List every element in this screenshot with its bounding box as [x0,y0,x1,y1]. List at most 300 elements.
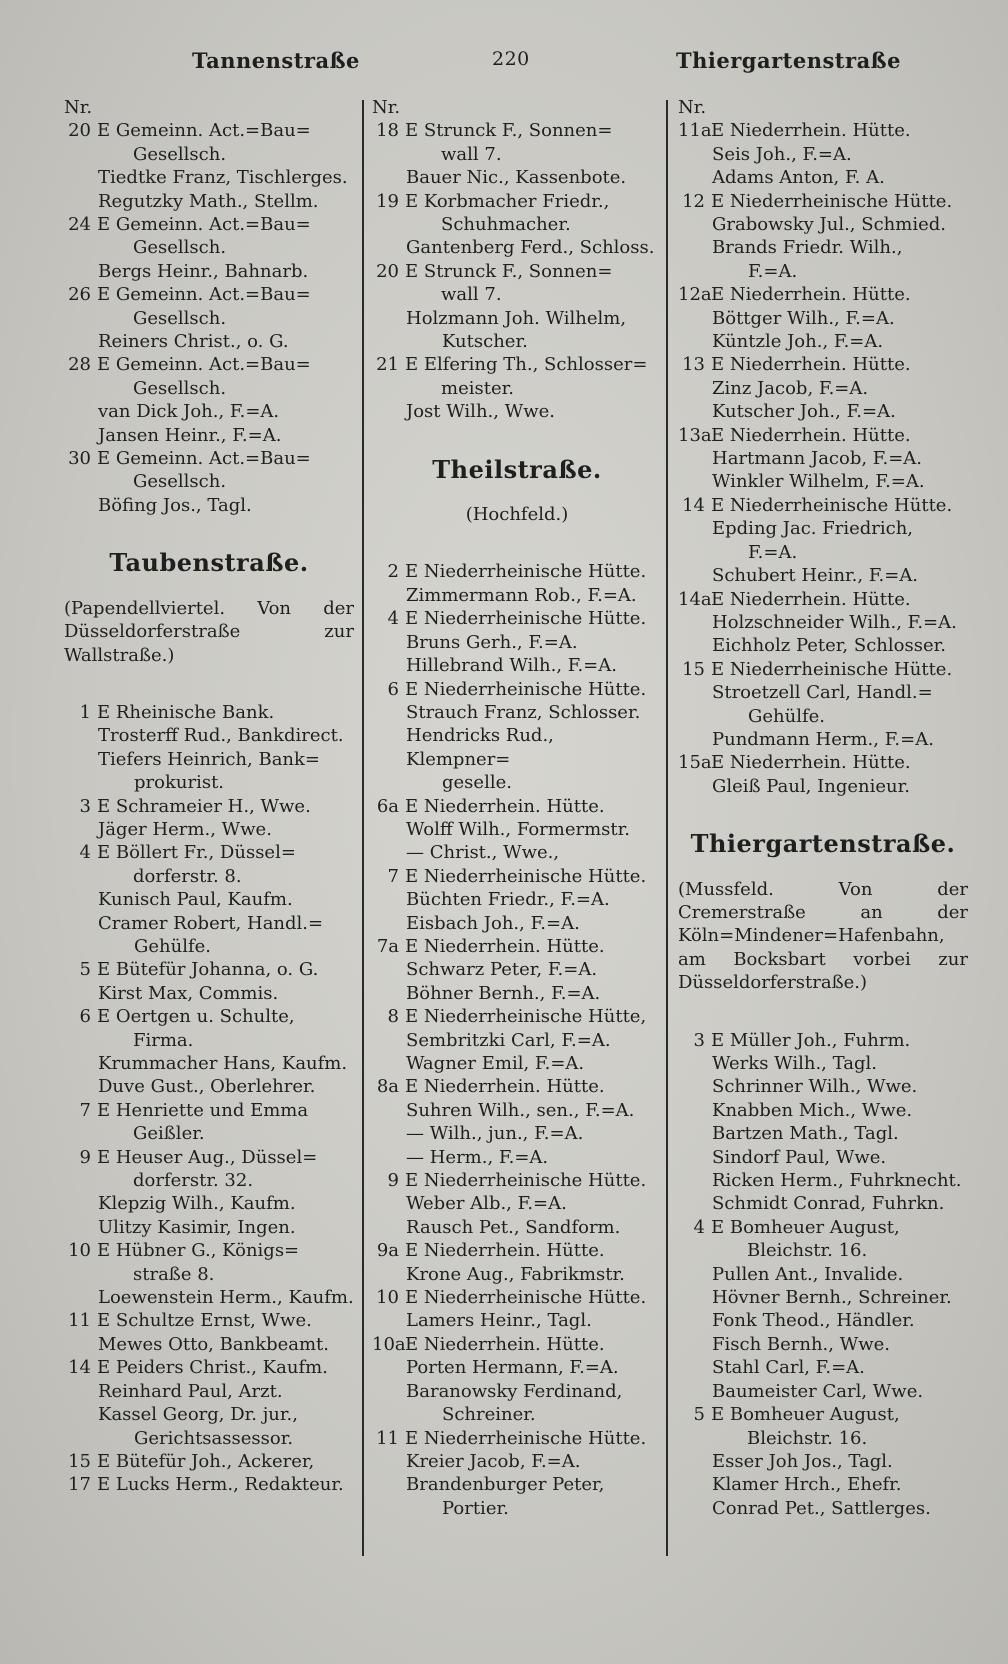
resident-line: Küntzle Joh., F.=A. [712,331,884,353]
resident-line: Schubert Heinr., F.=A. [712,565,919,587]
house-number: 20 [376,260,399,282]
house-entry [64,447,354,494]
owner-line [405,1427,662,1450]
resident-line: Loewenstein Herm., Kaufm. [98,1287,354,1309]
resident-line: — Herm., F.=A. [406,1146,549,1168]
owner-continuation: Gesellsch. [133,471,227,493]
column-divider [362,100,364,1556]
house-entry [64,283,354,330]
owner-text: E Bütefür Johanna, o. G. [97,959,319,981]
owner-continuation: Gesellsch. [133,237,227,259]
nr-label: Nr. [64,97,93,118]
owner-text: E Niederrheinische Hütte. [405,1427,647,1449]
resident-line: Böttger Wilh., F.=A. [712,307,895,329]
owner-line [711,353,968,376]
owner-text: E Hübner G., Königs= [97,1240,300,1262]
resident-line: Gleiß Paul, Ingenieur. [712,775,910,797]
resident-line: Böfing Jos., Tagl. [98,494,252,516]
owner-text: E Niederrheinische Hütte. [405,1287,647,1309]
resident-line: Krummacher Hans, Kaufm. [98,1053,348,1075]
resident-line: Kutscher Joh., F.=A. [712,401,896,423]
resident-line: Tiedtke Franz, Tischlerges. [98,167,348,189]
house-entry [678,494,968,517]
house-entry [64,1005,354,1052]
owner-text: E Schultze Ernst, Wwe. [97,1310,312,1332]
resident-line: Cramer Robert, Handl.= [98,912,324,934]
owner-text: E Niederrhein. Hütte. [711,354,911,376]
house-number: 9 [387,1170,399,1192]
owner-text: E Strunck F., Sonnen= [405,120,613,142]
owner-continuation: Gesellsch. [133,143,227,165]
resident-line: Reiners Christ., o. G. [98,331,289,353]
house-entry [372,353,662,400]
owner-text: E Strunck F., Sonnen= [405,260,613,282]
house-number: 24 [68,214,91,236]
resident-line: Holzschneider Wilh., F.=A. [712,611,957,633]
owner-text: E Müller Joh., Fuhrm. [711,1029,911,1051]
owner-line [711,494,968,517]
owner-line [405,260,662,307]
owner-line [405,678,662,701]
owner-text: E Lucks Herm., Redakteur. [97,1474,344,1496]
resident-line: Adams Anton, F. A. [712,167,885,189]
owner-text: E Niederrhein. Hütte. [711,752,911,774]
owner-line [711,1029,968,1052]
resident-line: Werks Wilh., Tagl. [712,1053,877,1075]
house-number: 21 [376,354,399,376]
resident-line: Zinz Jacob, F.=A. [712,377,869,399]
house-number: 9a [376,1240,399,1262]
resident-line: Ulitzy Kasimir, Ingen. [98,1216,296,1238]
resident-line: Sembritzki Carl, F.=A. [406,1029,611,1051]
resident-line: Duve Gust., Oberlehrer. [98,1076,316,1098]
house-number: 13 [682,354,705,376]
house-entry [372,1075,662,1098]
street-subtitle: (Hochfeld.) [465,504,569,526]
house-entry [372,865,662,888]
resident-line: Suhren Wilh., sen., F.=A. [406,1099,635,1121]
resident-line: Krone Aug., Fabrikmstr. [406,1263,625,1285]
house-entry [678,283,968,306]
resident-line: Stahl Carl, F.=A. [712,1357,865,1379]
resident-line: Jost Wilh., Wwe. [406,401,555,423]
house-number: 7a [376,935,399,957]
resident-line: Ricken Herm., Fuhrknecht. [712,1170,962,1192]
owner-continuation: Gesellsch. [133,377,227,399]
resident-line: Eisbach Joh., F.=A. [406,912,580,934]
owner-line [97,119,354,166]
owner-line [97,1309,354,1332]
resident-line: Knabben Mich., Wwe. [712,1099,913,1121]
house-number: 2 [387,561,399,583]
resident-continuation: Gehülfe. [134,935,212,957]
house-number: 3 [693,1029,705,1051]
owner-line [405,560,662,583]
house-entry [678,190,968,213]
entries-block [678,1029,968,1521]
resident-line: Zimmermann Rob., F.=A. [406,584,637,606]
owner-line [97,701,354,724]
entries-block [64,119,354,517]
house-entry [64,841,354,888]
resident-line: Pullen Ant., Invalide. [712,1263,904,1285]
column-divider [666,100,668,1556]
house-entry [372,260,662,307]
resident-line: Brands Friedr. Wilh., [712,237,903,259]
house-entry [64,1146,354,1193]
resident-line: Hövner Bernh., Schreiner. [712,1287,952,1309]
house-entry [64,701,354,724]
house-entry [372,1005,662,1028]
nr-label: Nr. [372,97,401,118]
house-entry [64,1239,354,1286]
resident-line: Trosterff Rud., Bankdirect. [98,725,344,747]
owner-text: E Schrameier H., Wwe. [97,795,311,817]
house-entry [372,607,662,630]
owner-text: E Bomheuer August, [711,1404,900,1426]
house-entry [678,588,968,611]
column-1 [64,96,354,1497]
house-number: 5 [693,1404,705,1426]
resident-line: Wagner Emil, F.=A. [406,1053,585,1075]
owner-continuation: Geißler. [133,1123,205,1145]
house-number: 1 [79,701,91,723]
resident-line: Eichholz Peter, Schlosser. [712,635,946,657]
owner-line [405,1169,662,1192]
resident-line: Hartmann Jacob, F.=A. [712,448,923,470]
owner-text: E Niederrheinische Hütte. [405,608,647,630]
house-entry [64,1099,354,1146]
owner-text: E Niederrhein. Hütte. [405,935,605,957]
house-number: 14 [682,494,705,516]
owner-continuation: wall 7. [441,143,502,165]
resident-line: Bergs Heinr., Bahnarb. [98,260,309,282]
owner-text: E Niederrhein. Hütte. [711,424,911,446]
owner-line [97,958,354,981]
house-number: 10 [376,1287,399,1309]
entries-block [64,701,354,1497]
resident-line: Kreier Jacob, F.=A. [406,1450,581,1472]
house-number: 9 [79,1146,91,1168]
house-entry [64,353,354,400]
resident-continuation: prokurist. [134,772,225,794]
house-number: 12 [682,190,705,212]
resident-line: Holzmann Joh. Wilhelm, [406,307,627,329]
column-2 [372,96,662,1520]
owner-line [711,119,968,142]
street-description: (Papendellviertel. Von der Düsseldorferstraße zur Wallstraße.) [64,597,354,666]
house-entry [372,1239,662,1262]
owner-line [711,1216,968,1263]
owner-continuation: straße 8. [133,1263,215,1285]
owner-text: E Böllert Fr., Düssel= [97,842,296,864]
house-number: 10 [68,1240,91,1262]
resident-continuation: geselle. [442,772,512,794]
house-entry [678,1403,968,1450]
owner-text: E Niederrhein. Hütte. [711,588,911,610]
entries-block [372,119,662,423]
resident-line: Baranowsky Ferdinand, [406,1380,623,1402]
house-entry [372,1427,662,1450]
owner-continuation: Gesellsch. [133,307,227,329]
resident-line: Fisch Bernh., Wwe. [712,1333,890,1355]
resident-continuation: F.=A. [748,541,798,563]
street-heading: Thiergartenstraße. [690,829,956,859]
entries-block [678,119,968,798]
resident-line: Bruns Gerh., F.=A. [406,631,578,653]
house-entry [372,1333,662,1356]
owner-text: E Niederrheinische Hütte. [711,190,953,212]
resident-line: Tiefers Heinrich, Bank= [98,748,321,770]
owner-text: E Peiders Christ., Kaufm. [97,1357,328,1379]
owner-line [405,190,662,237]
resident-line: Hendricks Rud., Klempner= [406,725,554,770]
house-number: 11a [678,120,712,142]
resident-line: — Christ., Wwe., [406,842,560,864]
resident-continuation: F.=A. [748,260,798,282]
resident-line: Wolff Wilh., Formermstr. [406,818,630,840]
owner-line [405,1286,662,1309]
owner-continuation: Schuhmacher. [441,214,571,236]
house-number: 30 [68,448,91,470]
house-number: 7 [387,865,399,887]
resident-continuation: Portier. [442,1497,509,1519]
street-heading: Taubenstraße. [109,548,309,578]
owner-text: E Niederrhein. Hütte. [711,120,911,142]
resident-continuation: Kutscher. [442,331,528,353]
owner-line [97,1099,354,1146]
owner-line [711,658,968,681]
owner-line [405,353,662,400]
owner-line [97,353,354,400]
house-entry [372,678,662,701]
house-number: 11 [68,1310,91,1332]
resident-line: Hillebrand Wilh., F.=A. [406,655,617,677]
resident-line: Regutzky Math., Stellm. [98,190,319,212]
resident-line: Büchten Friedr., F.=A. [406,889,610,911]
owner-line [97,1146,354,1193]
house-number: 13a [678,424,712,446]
house-number: 11 [376,1427,399,1449]
owner-text: E Elfering Th., Schlosser= [405,354,648,376]
resident-line: Brandenburger Peter, [406,1474,605,1496]
house-entry [678,658,968,681]
resident-line: Grabowsky Jul., Schmied. [712,214,946,236]
resident-line: Lamers Heinr., Tagl. [406,1310,592,1332]
owner-text: E Niederrhein. Hütte. [405,1333,605,1355]
house-number: 6a [376,795,399,817]
house-entry [678,1216,968,1263]
house-number: 7 [79,1099,91,1121]
owner-text: E Gemeinn. Act.=Bau= [97,120,311,142]
owner-text: E Niederrheinische Hütte, [405,1006,647,1028]
house-number: 4 [79,842,91,864]
house-number: 18 [376,120,399,142]
resident-line: Porten Hermann, F.=A. [406,1357,619,1379]
owner-text: E Gemeinn. Act.=Bau= [97,354,311,376]
owner-text: E Niederrheinische Hütte. [711,494,953,516]
owner-line [405,1239,662,1262]
house-number: 17 [68,1474,91,1496]
owner-line [711,1403,968,1450]
house-entry [372,190,662,237]
house-entry [678,1029,968,1052]
owner-text: E Korbmacher Friedr., [405,190,610,212]
house-number: 26 [68,284,91,306]
resident-continuation: Gerichtsassessor. [134,1427,294,1449]
owner-continuation: Bleichstr. 16. [747,1427,868,1449]
owner-line [711,751,968,774]
owner-line [405,795,662,818]
resident-line: Sindorf Paul, Wwe. [712,1146,887,1168]
header-right-street: Thiergartenstraße [676,48,901,73]
resident-line: Conrad Pet., Sattlerges. [712,1497,931,1519]
resident-line: Fonk Theod., Händler. [712,1310,915,1332]
owner-text: E Heuser Aug., Düssel= [97,1146,318,1168]
owner-line [711,190,968,213]
street-heading: Theilstraße. [432,454,602,484]
resident-line: Epding Jac. Friedrich, [712,518,914,540]
owner-line [405,1075,662,1098]
owner-text: E Niederrhein. Hütte. [405,1240,605,1262]
owner-text: E Henriette und Emma [97,1099,309,1121]
owner-line [97,1356,354,1379]
resident-line: Rausch Pet., Sandform. [406,1216,621,1238]
resident-line: Kirst Max, Commis. [98,982,279,1004]
owner-text: E Niederrhein. Hütte. [405,795,605,817]
owner-text: E Niederrheinische Hütte. [405,561,647,583]
owner-line [97,1005,354,1052]
house-entry [372,1169,662,1192]
house-number: 19 [376,190,399,212]
resident-line: Schrinner Wilh., Wwe. [712,1076,918,1098]
house-entry [678,353,968,376]
entries-block [372,560,662,1520]
house-entry [678,119,968,142]
house-entry [372,1286,662,1309]
house-number: 14a [678,588,712,610]
owner-text: E Gemeinn. Act.=Bau= [97,284,311,306]
owner-continuation: wall 7. [441,284,502,306]
resident-line: Gantenberg Ferd., Schloss. [406,237,655,259]
house-entry [64,1450,354,1473]
house-entry [64,795,354,818]
owner-text: E Niederrhein. Hütte. [405,1076,605,1098]
owner-text: E Niederrheinische Hütte. [405,865,647,887]
owner-line [405,1333,662,1356]
resident-line: Reinhard Paul, Arzt. [98,1380,283,1402]
house-number: 20 [68,120,91,142]
house-number: 3 [79,795,91,817]
house-number: 12a [678,284,712,306]
owner-text: E Gemeinn. Act.=Bau= [97,214,311,236]
house-number: 6 [387,678,399,700]
house-entry [64,1356,354,1379]
owner-line [711,588,968,611]
resident-line: Seis Joh., F.=A. [712,143,852,165]
resident-line: Esser Joh Jos., Tagl. [712,1450,893,1472]
house-number: 28 [68,354,91,376]
resident-line: Winkler Wilhelm, F.=A. [712,471,925,493]
owner-text: E Niederrheinische Hütte. [405,678,647,700]
house-entry [64,1309,354,1332]
owner-line [97,213,354,260]
house-entry [372,560,662,583]
owner-line [405,1005,662,1028]
owner-text: E Niederrheinische Hütte. [711,658,953,680]
resident-line: Strauch Franz, Schlosser. [406,701,641,723]
house-entry [64,958,354,981]
owner-continuation: dorferstr. 8. [133,865,242,887]
house-entry [64,1473,354,1496]
owner-continuation: dorferstr. 32. [133,1170,254,1192]
house-number: 8a [376,1076,399,1098]
owner-line [711,283,968,306]
owner-continuation: Firma. [133,1029,194,1051]
resident-line: Klamer Hrch., Ehefr. [712,1474,902,1496]
house-number: 15a [678,752,712,774]
house-number: 4 [387,608,399,630]
house-entry [678,751,968,774]
owner-text: E Bomheuer August, [711,1216,900,1238]
house-number: 6 [79,1006,91,1028]
page-number: 220 [492,48,530,70]
column-3 [678,96,968,1520]
owner-text: E Gemeinn. Act.=Bau= [97,448,311,470]
house-entry [64,213,354,260]
house-number: 14 [68,1357,91,1379]
resident-line: Schmidt Conrad, Fuhrkn. [712,1193,945,1215]
house-number: 15 [68,1450,91,1472]
resident-line: Kassel Georg, Dr. jur., [98,1404,298,1426]
resident-line: Jäger Herm., Wwe. [98,818,272,840]
nr-label: Nr. [678,97,707,118]
owner-line [97,283,354,330]
resident-line: Weber Alb., F.=A. [406,1193,567,1215]
resident-line: Jansen Heinr., F.=A. [98,424,282,446]
resident-continuation: Schreiner. [442,1404,536,1426]
owner-continuation: Bleichstr. 16. [747,1240,868,1262]
house-number: 10a [372,1333,406,1355]
resident-line: Bartzen Math., Tagl. [712,1123,899,1145]
owner-line [97,1473,354,1496]
house-entry [64,119,354,166]
owner-text: E Niederrhein. Hütte. [711,284,911,306]
owner-line [711,424,968,447]
page-header [0,48,1008,88]
house-number: 8 [387,1006,399,1028]
resident-line: Kunisch Paul, Kaufm. [98,889,293,911]
resident-line: Stroetzell Carl, Handl.= [712,682,933,704]
owner-text: E Oertgen u. Schulte, [97,1006,295,1028]
resident-line: van Dick Joh., F.=A. [98,401,280,423]
house-entry [372,119,662,166]
owner-continuation: meister. [441,377,514,399]
house-number: 15 [682,658,705,680]
house-entry [372,935,662,958]
owner-line [97,841,354,888]
owner-line [405,607,662,630]
resident-line: Baumeister Carl, Wwe. [712,1380,924,1402]
house-entry [678,424,968,447]
owner-text: E Rheinische Bank. [97,701,275,723]
house-number: 4 [693,1216,705,1238]
resident-line: Mewes Otto, Bankbeamt. [98,1333,329,1355]
owner-text: E Bütefür Joh., Ackerer, [97,1450,315,1472]
house-number: 5 [79,959,91,981]
owner-line [97,795,354,818]
resident-line: — Wilh., jun., F.=A. [406,1123,584,1145]
